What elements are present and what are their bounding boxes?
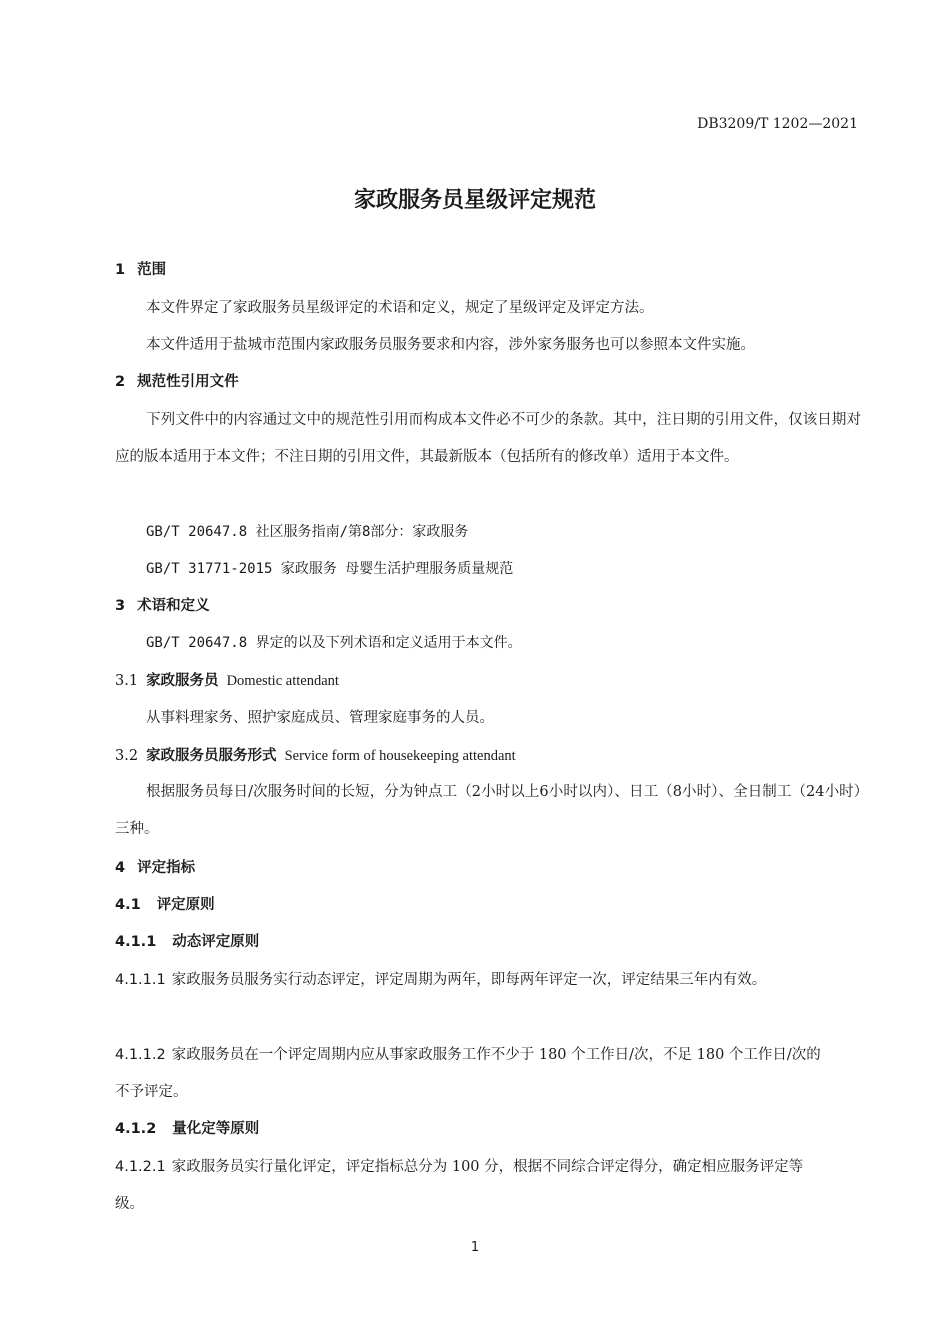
section-title: 量化定等原则 bbox=[172, 1121, 260, 1137]
section-4-1-1-heading bbox=[115, 934, 259, 951]
term-3-2-definition: 根据服务员每日/次服务时间的长短，分为钟点工（2小时以上6小时以内）、日工（8小时）、全日制工（24小时）三种。 bbox=[115, 784, 861, 837]
clause-number: 4.1.2.1 bbox=[115, 1159, 166, 1175]
section-title: 规范性引用文件 bbox=[137, 374, 239, 390]
section-title: 动态评定原则 bbox=[172, 934, 260, 950]
section-number: 4.1.2 bbox=[115, 1121, 157, 1137]
page-title: 家政服务员星级评定规范 bbox=[353, 188, 596, 213]
reference-1: GB/T 20647.8 社区服务指南/第8部分：家政服务 bbox=[146, 524, 469, 540]
section-4-heading bbox=[115, 860, 195, 877]
section-title: 评定指标 bbox=[137, 860, 196, 876]
section-4-1-2-heading bbox=[115, 1121, 259, 1138]
term-number: 3.2 bbox=[115, 748, 139, 764]
term-3-1-definition: 从事料理家务、照护家庭成员、管理家庭事务的人员。 bbox=[146, 710, 494, 726]
clause-number: 4.1.1.1 bbox=[115, 972, 166, 988]
page-number: 1 bbox=[470, 1240, 480, 1255]
section-2-heading bbox=[115, 374, 239, 391]
section-1-para-1: 本文件界定了家政服务员星级评定的术语和定义，规定了星级评定及评定方法。 bbox=[146, 300, 654, 316]
clause-text: 家政服务员服务实行动态评定，评定周期为两年，即每两年评定一次，评定结果三年内有效。 bbox=[171, 972, 767, 988]
term-title: 家政服务员 bbox=[146, 673, 219, 689]
term-3-2-heading bbox=[115, 748, 516, 765]
term-english: Service form of housekeeping attendant bbox=[284, 748, 516, 764]
section-number: 1 bbox=[115, 262, 126, 278]
section-2-para-1: 下列文件中的内容通过文中的规范性引用而构成本文件必不可少的条款。其中，注日期的引用文件，仅该日期对应的版本适用于本文件；不注日期的引用文件，其最新版本（包括所有的修改单）适用于本文件。 bbox=[115, 412, 861, 465]
section-title: 评定原则 bbox=[156, 897, 215, 913]
section-3-para-1: GB/T 20647.8 界定的以及下列术语和定义适用于本文件。 bbox=[146, 635, 522, 651]
clause-text: 家政服务员在一个评定周期内应从事家政服务工作不少于 180 个工作日/次，不足 180 个工作日/次的不予评定。 bbox=[115, 1047, 821, 1100]
clause-4-1-1-1 bbox=[115, 962, 830, 999]
document-id: DB3209/T 1202—2021 bbox=[697, 116, 858, 132]
section-title: 术语和定义 bbox=[137, 598, 210, 614]
term-title: 家政服务员服务形式 bbox=[146, 748, 277, 764]
section-1-heading bbox=[115, 262, 166, 279]
section-1-para-2: 本文件适用于盐城市范围内家政服务员服务要求和内容，涉外家务服务也可以参照本文件实施。 bbox=[146, 337, 755, 353]
section-title: 范围 bbox=[137, 262, 167, 278]
section-number: 3 bbox=[115, 598, 126, 614]
term-3-1-heading bbox=[115, 673, 339, 690]
section-number: 2 bbox=[115, 374, 126, 390]
reference-2: GB/T 31771-2015 家政服务 母婴生活护理服务质量规范 bbox=[146, 561, 514, 577]
section-4-1-heading bbox=[115, 897, 215, 914]
clause-4-1-1-2 bbox=[115, 1037, 830, 1111]
section-number: 4.1 bbox=[115, 897, 141, 913]
section-number: 4.1.1 bbox=[115, 934, 157, 950]
term-number: 3.1 bbox=[115, 673, 139, 689]
section-number: 4 bbox=[115, 860, 126, 876]
clause-text: 家政服务员实行量化评定，评定指标总分为 100 分，根据不同综合评定得分，确定相应服务评定等级。 bbox=[115, 1159, 804, 1212]
term-english: Domestic attendant bbox=[226, 673, 339, 689]
clause-4-1-2-1 bbox=[115, 1149, 830, 1223]
clause-number: 4.1.1.2 bbox=[115, 1047, 166, 1063]
section-3-heading bbox=[115, 598, 210, 615]
